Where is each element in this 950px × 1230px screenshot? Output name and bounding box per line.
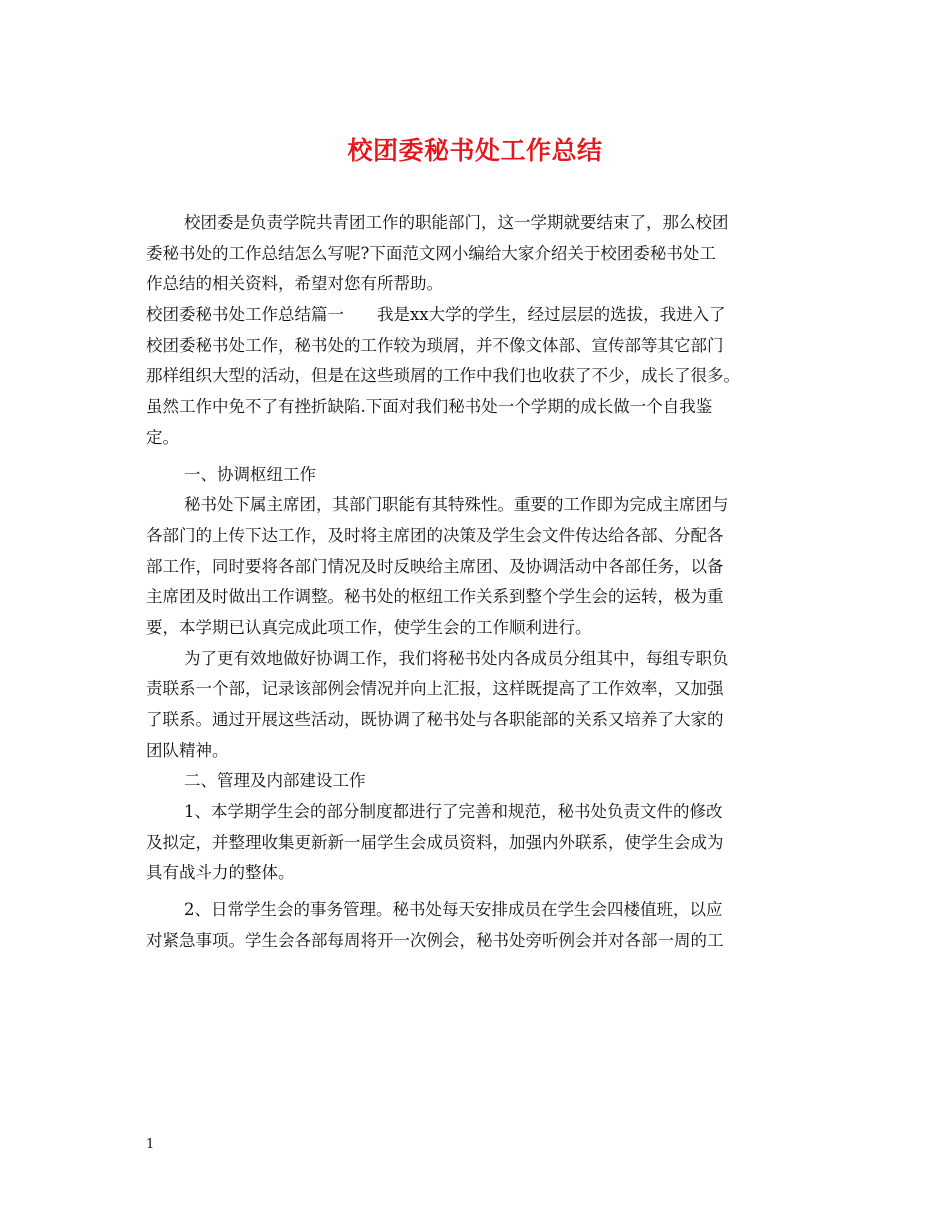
- document-title: 校团委秘书处工作总结: [347, 136, 603, 165]
- paragraph-line: 对紧急事项。学生会各部每周将开一次例会，秘书处旁听例会并对各部一周的工: [146, 930, 724, 950]
- paragraph-line: 主席团及时做出工作调整。秘书处的枢纽工作关系到整个学生会的运转，极为重: [146, 587, 724, 607]
- paragraph-line: 校团委秘书处工作，秘书处的工作较为琐屑，并不像文体部、宣传部等其它部门: [146, 335, 724, 355]
- page-number: 1: [146, 1137, 155, 1152]
- paragraph-line: 秘书处下属主席团，其部门职能有其特殊性。重要的工作即为完成主席团与: [184, 495, 729, 515]
- paragraph-line: 各部门的上传下达工作，及时将主席团的决策及学生会文件传达给各部、分配各: [146, 525, 724, 545]
- paragraph-line: 责联系一个部，记录该部例会情况并向上汇报，这样既提高了工作效率，又加强: [146, 679, 724, 699]
- paragraph-line: 那样组织大型的活动，但是在这些琐屑的工作中我们也收获了不少，成长了很多。: [146, 366, 740, 386]
- paragraph-line: 了联系。通过开展这些活动，既协调了秘书处与各职能部的关系又培养了大家的: [146, 710, 724, 729]
- paragraph-line: 定。: [146, 427, 179, 447]
- paragraph-line: 1、本学期学生会的部分制度都进行了完善和规范，秘书处负责文件的修改: [184, 802, 723, 822]
- paragraph-line: 委秘书处的工作总结怎么写呢?下面范文网小编给大家介绍关于校团委秘书处工: [146, 243, 716, 263]
- section-heading: 一、协调枢纽工作: [184, 464, 316, 484]
- paragraph-line: 团队精神。: [146, 740, 229, 760]
- paragraph-line: 要，本学期已认真完成此项工作，使学生会的工作顺利进行。: [146, 617, 592, 637]
- paragraph-line: 及拟定，并整理收集更新新一届学生会成员资料，加强内外联系，使学生会成为: [146, 832, 724, 852]
- paragraph-line: 具有战斗力的整体。: [146, 863, 295, 883]
- paragraph-line: 校团委是负责学院共青团工作的职能部门，这一学期就要结束了，那么校团: [184, 213, 729, 232]
- paragraph-line: 2、日常学生会的事务管理。秘书处每天安排成员在学生会四楼值班，以应: [184, 900, 723, 920]
- paragraph-line: 部工作，同时要将各部门情况及时反映给主席团、及协调活动中各部任务，以备: [146, 556, 724, 576]
- section-heading: 二、管理及内部建设工作: [184, 771, 366, 791]
- paragraph-line: 虽然工作中免不了有挫折缺陷.下面对我们秘书处一个学期的成长做一个自我鉴: [146, 397, 713, 417]
- paragraph-line: 作总结的相关资料，希望对您有所帮助。: [146, 274, 443, 294]
- paragraph-line: 为了更有效地做好协调工作，我们将秘书处内各成员分组其中，每组专职负: [184, 648, 729, 668]
- paragraph-line: 校团委秘书处工作总结篇一 我是xx大学的学生，经过层层的选拔，我进入了: [146, 305, 726, 325]
- document-body: [146, 208, 810, 957]
